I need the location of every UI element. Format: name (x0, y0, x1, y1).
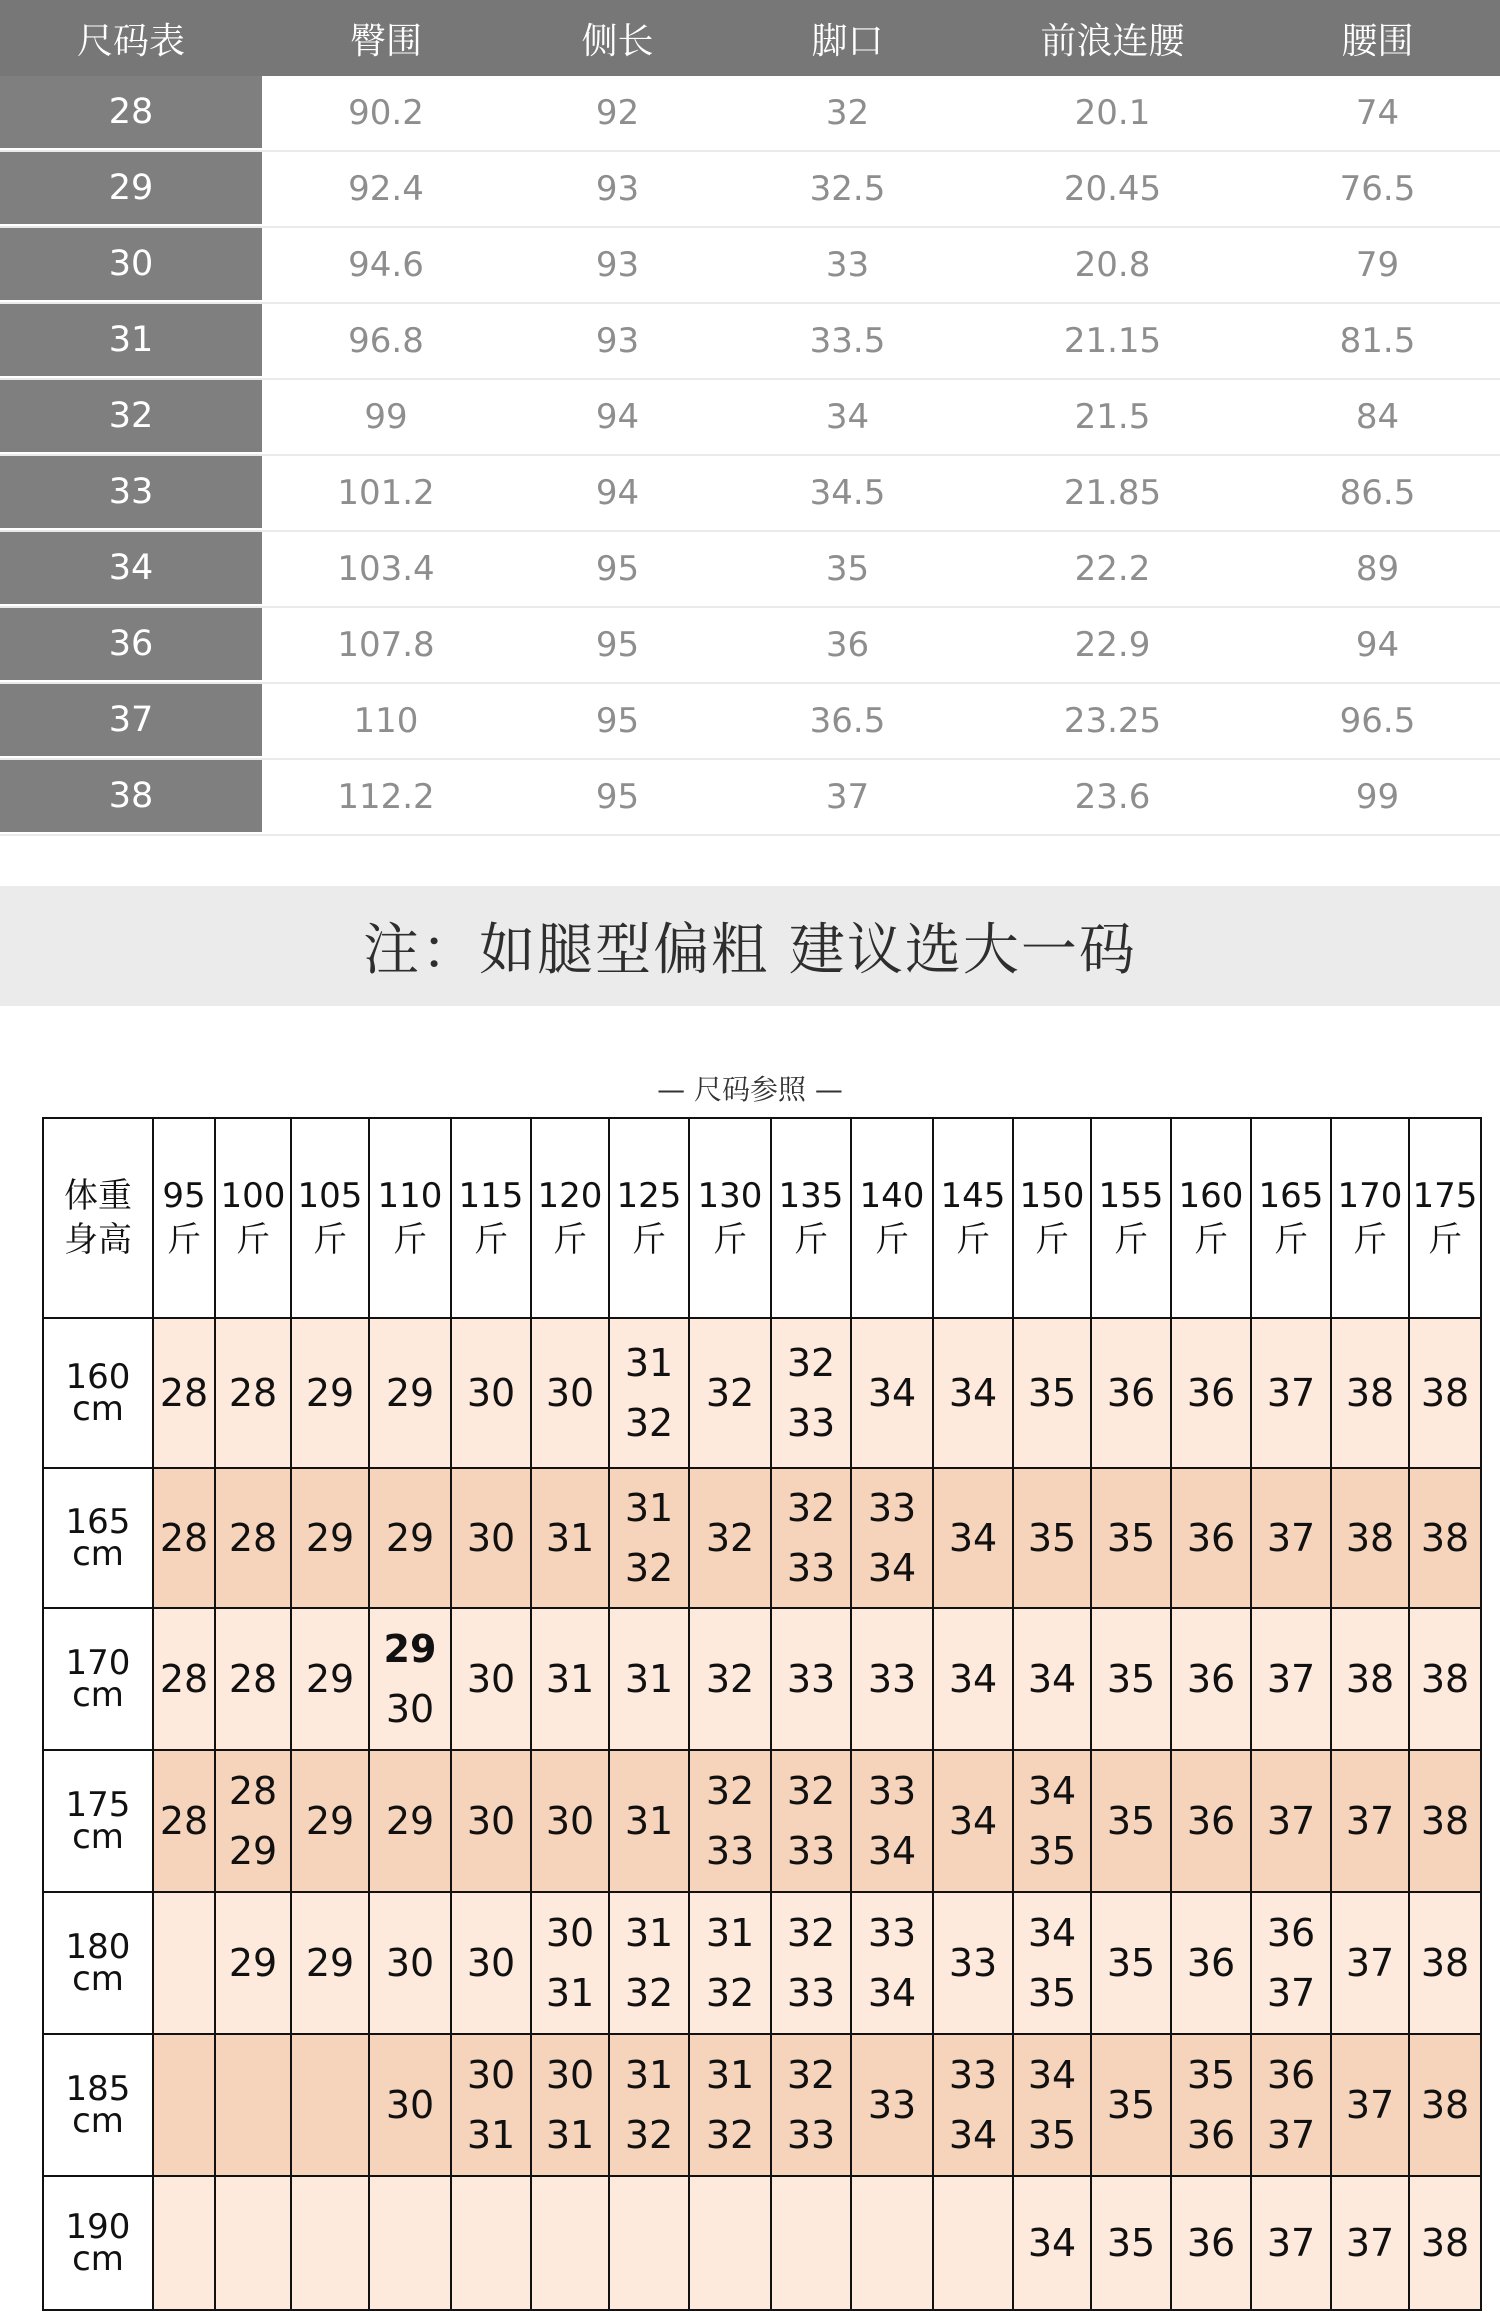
size-suggestion: 37 (1251, 2176, 1331, 2310)
size-reference-grid (42, 1117, 1482, 2311)
hip-value: 99 (364, 397, 408, 437)
size-table (0, 0, 1500, 836)
size-suggestion: 29 (369, 1468, 451, 1608)
size-suggestion: 35 (1091, 2176, 1171, 2310)
size-suggestion: 29 (369, 1750, 451, 1892)
size-label: 36 (0, 608, 262, 682)
size-suggestion: 36 (1171, 2176, 1251, 2310)
size-suggestion: 34 (1013, 1608, 1091, 1750)
size-suggestion: 37 (1251, 1750, 1331, 1892)
size-suggestion (451, 2176, 531, 2310)
size-suggestion: 37 (1331, 1750, 1409, 1892)
size-suggestion: 38 (1409, 1892, 1481, 2034)
waist-value: 99 (1355, 777, 1400, 817)
height-label: 170 cm (43, 1608, 153, 1750)
size-suggestion: 32 (689, 1468, 771, 1608)
size-suggestion: 37 (1331, 1892, 1409, 2034)
size-suggestion: 36 37 (1251, 1892, 1331, 2034)
size-suggestion: 34 (933, 1608, 1013, 1750)
hip-value: 101.2 (337, 473, 435, 513)
size-suggestion: 28 (215, 1468, 291, 1608)
size-row (0, 152, 1500, 228)
front-rise-value: 20.1 (1074, 93, 1151, 133)
size-suggestion: 38 (1409, 1750, 1481, 1892)
size-suggestion: 36 (1091, 1318, 1171, 1468)
waist-value: 86.5 (1339, 473, 1416, 513)
header-size-chart: 尺码表 (76, 20, 185, 62)
size-suggestion: 38 (1409, 1608, 1481, 1750)
size-suggestion: 32 33 (771, 2034, 851, 2176)
leg-opening-value: 34.5 (809, 473, 886, 513)
waist-value: 74 (1355, 93, 1400, 133)
leg-opening-value: 32.5 (809, 169, 886, 209)
size-suggestion: 28 (215, 1608, 291, 1750)
waist-value: 84 (1355, 397, 1400, 437)
leg-opening-value: 36.5 (809, 701, 886, 741)
size-suggestion: 34 35 (1013, 1750, 1091, 1892)
height-row (43, 1608, 1481, 1750)
size-suggestion: 37 (1251, 1608, 1331, 1750)
size-suggestion: 29 (291, 1892, 369, 2034)
size-suggestion: 35 (1091, 1750, 1171, 1892)
size-suggestion: 33 34 (933, 2034, 1013, 2176)
weight-header: 115 斤 (451, 1118, 531, 1318)
front-rise-value: 21.5 (1074, 397, 1151, 437)
size-label: 30 (0, 228, 262, 302)
size-row (0, 760, 1500, 836)
weight-header: 110 斤 (369, 1118, 451, 1318)
size-suggestion: 32 33 (771, 1318, 851, 1468)
hip-value: 110 (353, 701, 419, 741)
weight-header: 95 斤 (153, 1118, 215, 1318)
hip-value: 107.8 (337, 625, 435, 665)
side-length-value: 92 (595, 93, 640, 133)
weight-header: 100 斤 (215, 1118, 291, 1318)
side-length-value: 95 (595, 625, 640, 665)
size-suggestion: 30 (451, 1750, 531, 1892)
weight-header: 175 斤 (1409, 1118, 1481, 1318)
header-front-rise: 前浪连腰 (1040, 20, 1185, 62)
size-suggestion: 32 (689, 1608, 771, 1750)
front-rise-value: 21.15 (1063, 321, 1162, 361)
size-suggestion: 31 32 (609, 1892, 689, 2034)
size-suggestion: 34 (851, 1318, 933, 1468)
height-row (43, 1750, 1481, 1892)
hip-value: 94.6 (348, 245, 424, 285)
leg-opening-value: 36 (825, 625, 870, 665)
height-row (43, 2176, 1481, 2310)
size-suggestion: 31 (531, 1468, 609, 1608)
front-rise-value: 22.9 (1074, 625, 1151, 665)
size-suggestion (689, 2176, 771, 2310)
size-suggestion: 30 (531, 1318, 609, 1468)
size-suggestion: 33 34 (851, 1750, 933, 1892)
side-length-value: 94 (595, 397, 640, 437)
size-suggestion: 31 32 (609, 1318, 689, 1468)
size-row (0, 304, 1500, 380)
weight-header: 120 斤 (531, 1118, 609, 1318)
size-suggestion: 36 (1171, 1608, 1251, 1750)
size-suggestion: 29 (369, 1318, 451, 1468)
waist-value: 89 (1355, 549, 1400, 589)
size-suggestion: 38 (1409, 2034, 1481, 2176)
size-suggestion: 33 (851, 2034, 933, 2176)
height-row (43, 1892, 1481, 2034)
size-suggestion: 34 (933, 1468, 1013, 1608)
size-suggestion: 38 (1331, 1468, 1409, 1608)
size-suggestion: 35 (1091, 2034, 1171, 2176)
weight-header: 140 斤 (851, 1118, 933, 1318)
size-suggestion: 28 29 (215, 1750, 291, 1892)
size-suggestion: 35 36 (1171, 2034, 1251, 2176)
side-length-value: 95 (595, 777, 640, 817)
size-suggestion: 35 (1013, 1318, 1091, 1468)
size-suggestion: 30 (369, 1892, 451, 2034)
size-suggestion: 33 34 (851, 1468, 933, 1608)
size-suggestion: 29 30 (369, 1608, 451, 1750)
front-rise-value: 22.2 (1074, 549, 1151, 589)
size-suggestion: 31 (609, 1608, 689, 1750)
height-row (43, 1468, 1481, 1608)
size-suggestion: 36 (1171, 1750, 1251, 1892)
waist-value: 79 (1355, 245, 1400, 285)
size-suggestion: 33 (771, 1608, 851, 1750)
height-label: 190 cm (43, 2176, 153, 2310)
leg-opening-value: 35 (825, 549, 870, 589)
front-rise-value: 23.25 (1063, 701, 1162, 741)
hip-value: 112.2 (337, 777, 435, 817)
front-rise-value: 20.45 (1063, 169, 1162, 209)
size-suggestion: 35 (1091, 1468, 1171, 1608)
size-label: 37 (0, 684, 262, 758)
side-length-value: 95 (595, 549, 640, 589)
size-suggestion: 38 (1409, 2176, 1481, 2310)
leg-opening-value: 33.5 (809, 321, 886, 361)
hip-value: 90.2 (348, 93, 424, 133)
size-row (0, 684, 1500, 760)
size-label: 38 (0, 760, 262, 834)
size-suggestion: 34 (933, 1318, 1013, 1468)
size-suggestion: 28 (153, 1468, 215, 1608)
note-text: 注：如腿型偏粗 建议选大一码 (363, 918, 1137, 983)
side-length-value: 93 (595, 169, 640, 209)
size-suggestion (291, 2034, 369, 2176)
size-suggestion: 30 (369, 2034, 451, 2176)
height-row (43, 2034, 1481, 2176)
size-label: 31 (0, 304, 262, 378)
height-label: 180 cm (43, 1892, 153, 2034)
size-suggestion: 28 (215, 1318, 291, 1468)
weight-header: 130 斤 (689, 1118, 771, 1318)
size-row (0, 228, 1500, 304)
size-row (0, 532, 1500, 608)
size-label: 29 (0, 152, 262, 226)
header-hip: 臀围 (349, 20, 422, 62)
leg-opening-value: 37 (825, 777, 870, 817)
size-suggestion: 33 34 (851, 1892, 933, 2034)
waist-value: 96.5 (1339, 701, 1416, 741)
size-table-header (0, 0, 1500, 76)
weight-header: 170 斤 (1331, 1118, 1409, 1318)
size-suggestion (215, 2176, 291, 2310)
height-label: 165 cm (43, 1468, 153, 1608)
size-table-body (0, 76, 1500, 836)
size-suggestion: 34 35 (1013, 1892, 1091, 2034)
size-suggestion: 34 35 (1013, 2034, 1091, 2176)
height-label: 175 cm (43, 1750, 153, 1892)
size-suggestion: 36 (1171, 1892, 1251, 2034)
weight-header: 160 斤 (1171, 1118, 1251, 1318)
size-suggestion: 29 (291, 1468, 369, 1608)
size-suggestion: 38 (1331, 1608, 1409, 1750)
size-suggestion: 35 (1013, 1468, 1091, 1608)
size-suggestion: 38 (1331, 1318, 1409, 1468)
height-row (43, 1318, 1481, 1468)
size-suggestion: 31 32 (689, 2034, 771, 2176)
size-suggestion: 36 37 (1251, 2034, 1331, 2176)
size-suggestion (153, 1892, 215, 2034)
size-suggestion: 31 32 (689, 1892, 771, 2034)
header-waist: 腰围 (1341, 20, 1414, 62)
front-rise-value: 23.6 (1074, 777, 1151, 817)
size-row (0, 456, 1500, 532)
weight-header: 155 斤 (1091, 1118, 1171, 1318)
weight-header: 105 斤 (291, 1118, 369, 1318)
hip-value: 96.8 (348, 321, 424, 361)
size-suggestion: 37 (1331, 2034, 1409, 2176)
leg-opening-value: 33 (825, 245, 870, 285)
size-suggestion: 30 31 (451, 2034, 531, 2176)
size-suggestion: 38 (1409, 1318, 1481, 1468)
leg-opening-value: 32 (825, 93, 870, 133)
waist-value: 94 (1355, 625, 1400, 665)
size-suggestion (369, 2176, 451, 2310)
size-suggestion: 28 (153, 1608, 215, 1750)
size-suggestion: 37 (1331, 2176, 1409, 2310)
size-suggestion: 33 (933, 1892, 1013, 2034)
size-row (0, 608, 1500, 684)
size-suggestion: 30 (451, 1468, 531, 1608)
side-length-value: 93 (595, 245, 640, 285)
size-label: 34 (0, 532, 262, 606)
leg-opening-value: 34 (825, 397, 870, 437)
header-leg-opening: 脚口 (811, 20, 884, 62)
size-suggestion: 29 (215, 1892, 291, 2034)
size-suggestion: 37 (1251, 1318, 1331, 1468)
weight-header: 150 斤 (1013, 1118, 1091, 1318)
size-suggestion: 32 33 (771, 1892, 851, 2034)
side-length-value: 94 (595, 473, 640, 513)
size-label: 33 (0, 456, 262, 530)
side-length-value: 93 (595, 321, 640, 361)
size-suggestion: 32 33 (689, 1750, 771, 1892)
size-suggestion: 30 (451, 1318, 531, 1468)
weight-header: 135 斤 (771, 1118, 851, 1318)
size-suggestion: 35 (1091, 1608, 1171, 1750)
front-rise-value: 21.85 (1063, 473, 1162, 513)
size-suggestion: 33 (851, 1608, 933, 1750)
hip-value: 92.4 (348, 169, 424, 209)
size-suggestion: 29 (291, 1318, 369, 1468)
size-suggestion: 30 (531, 1750, 609, 1892)
hip-value: 103.4 (337, 549, 435, 589)
size-suggestion: 30 31 (531, 1892, 609, 2034)
size-row (0, 380, 1500, 456)
size-label: 32 (0, 380, 262, 454)
size-suggestion: 32 33 (771, 1468, 851, 1608)
size-suggestion: 32 33 (771, 1750, 851, 1892)
weight-header: 125 斤 (609, 1118, 689, 1318)
note-banner (0, 886, 1500, 1006)
waist-value: 76.5 (1339, 169, 1416, 209)
size-suggestion: 31 32 (609, 2034, 689, 2176)
size-suggestion: 30 (451, 1892, 531, 2034)
size-suggestion: 36 (1171, 1468, 1251, 1608)
size-row (0, 76, 1500, 152)
size-suggestion (771, 2176, 851, 2310)
size-suggestion: 37 (1251, 1468, 1331, 1608)
height-label: 185 cm (43, 2034, 153, 2176)
header-side-length: 侧长 (581, 20, 654, 62)
size-suggestion: 28 (153, 1750, 215, 1892)
size-suggestion: 30 31 (531, 2034, 609, 2176)
size-label: 28 (0, 76, 262, 150)
size-suggestion: 38 (1409, 1468, 1481, 1608)
size-suggestion: 29 (291, 1608, 369, 1750)
size-suggestion (153, 2176, 215, 2310)
size-suggestion: 29 (291, 1750, 369, 1892)
size-suggestion: 32 (689, 1318, 771, 1468)
size-suggestion (933, 2176, 1013, 2310)
weight-header: 145 斤 (933, 1118, 1013, 1318)
corner-label: 体重 身高 (43, 1118, 153, 1318)
size-suggestion (609, 2176, 689, 2310)
size-suggestion (851, 2176, 933, 2310)
size-suggestion (531, 2176, 609, 2310)
size-suggestion: 35 (1091, 1892, 1171, 2034)
size-suggestion (153, 2034, 215, 2176)
size-suggestion: 31 32 (609, 1468, 689, 1608)
height-label: 160 cm (43, 1318, 153, 1468)
size-suggestion: 28 (153, 1318, 215, 1468)
front-rise-value: 20.8 (1074, 245, 1151, 285)
weight-header: 165 斤 (1251, 1118, 1331, 1318)
size-suggestion: 36 (1171, 1318, 1251, 1468)
size-suggestion (291, 2176, 369, 2310)
size-suggestion: 31 (609, 1750, 689, 1892)
size-suggestion (215, 2034, 291, 2176)
size-suggestion: 34 (933, 1750, 1013, 1892)
size-suggestion: 30 (451, 1608, 531, 1750)
waist-value: 81.5 (1339, 321, 1416, 361)
size-suggestion: 34 (1013, 2176, 1091, 2310)
size-suggestion: 31 (531, 1608, 609, 1750)
reference-caption: — 尺码参照 — (657, 1073, 843, 1106)
side-length-value: 95 (595, 701, 640, 741)
